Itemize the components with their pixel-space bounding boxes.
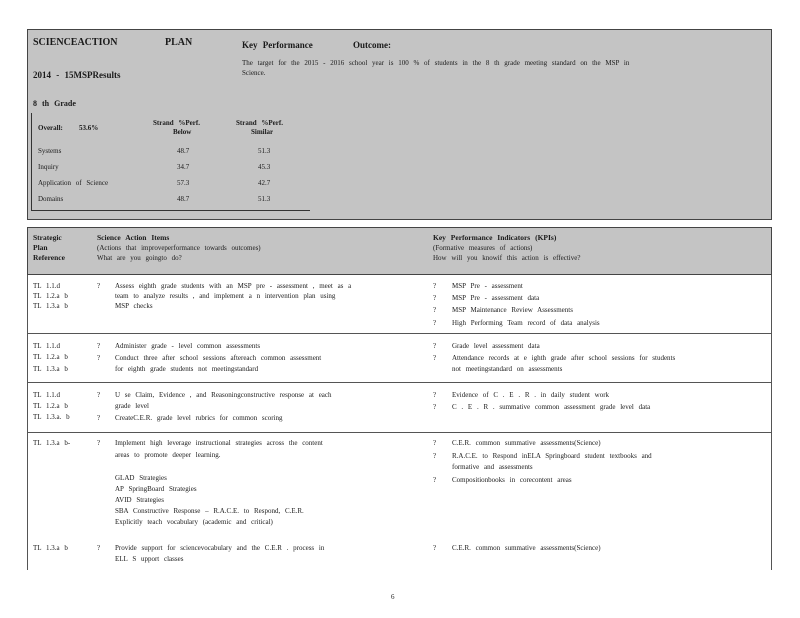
action-text: Implement high leverage instructional strategies across the content (115, 439, 323, 447)
kpi-text: Grade level assessment data (452, 342, 540, 350)
action-text: team to analyze results , and implement a n intervention plan using (115, 292, 336, 300)
strategy-item: AP SpringBoard Strategies (115, 485, 197, 493)
col-below: Below (173, 128, 192, 136)
overall-value: 53.6% (79, 124, 99, 132)
strand-name: Application of Science (38, 179, 109, 187)
grade-label: 8 th Grade (33, 99, 76, 108)
strand-below: 34.7 (177, 163, 190, 171)
action-text: Provide support for sciencevocabulary and the C.E.R . process in (115, 544, 325, 552)
bullet: ? (97, 544, 101, 552)
strategy-item: AVID Strategies (115, 496, 164, 504)
bullet: ? (433, 403, 437, 411)
strand-similar: 42.7 (258, 179, 271, 187)
bullet: ? (97, 439, 101, 447)
bullet: ? (433, 319, 437, 327)
kpo-outcome: Outcome: (353, 40, 391, 50)
strategy-item: SBA Constructive Response – R.A.C.E. to Respond, C.E.R. (115, 507, 304, 515)
ref: TL 1.2.a b (33, 353, 68, 361)
col-strand-below: Strand %Perf. (153, 119, 200, 127)
kpi-text: MSP Maintenance Review Assessments (452, 306, 573, 314)
ref: TL 1.3.a b (33, 302, 68, 310)
kpo-text-line2: Science. (242, 69, 266, 77)
ref: TL 1.3.a b- (33, 439, 71, 447)
action-text: U se Claim, Evidence , and Reasoningconstructive response at each (115, 391, 332, 399)
strand-similar: 51.3 (258, 195, 271, 203)
kpi-text: Attendance records at e ighth grade after school sessions for students (452, 354, 676, 362)
kpi-text: C . E . R . summative common assessment grade level data (452, 403, 651, 411)
ref: TL 1.1.d (33, 342, 61, 350)
col3-heading-l3: How will you knowif this action is effective? (433, 254, 581, 262)
kpi-text: C.E.R. common summative assessments(Science) (452, 544, 601, 552)
action-text: Assess eighth grade students with an MSP pre - assessment , meet as a (115, 282, 352, 290)
bullet: ? (433, 544, 437, 552)
action-text: MSP checks (115, 302, 153, 310)
strand-below: 48.7 (177, 147, 190, 155)
bullet: ? (433, 476, 437, 484)
action-text: Conduct three after school sessions aftereach common assessment (115, 354, 322, 362)
ref: TL 1.1.d (33, 391, 61, 399)
strand-name: Inquiry (38, 163, 59, 171)
strand-below: 57.3 (177, 179, 190, 187)
title-science-action: SCIENCEACTION (33, 37, 118, 48)
kpi-text: C.E.R. common summative assessments(Science) (452, 439, 601, 447)
table-left-border (27, 275, 28, 570)
bullet: ? (97, 342, 101, 350)
kpo-label: Key Performance (242, 40, 313, 50)
bullet: ? (97, 354, 101, 362)
ref: TL 1.3.a. b (33, 413, 70, 421)
ref: TL 1.2.a b (33, 292, 68, 300)
bullet: ? (97, 391, 101, 399)
col2-heading-l3: What are you goingto do? (97, 254, 182, 262)
ref: TL 1.3.a b (33, 544, 68, 552)
strand-similar: 45.3 (258, 163, 271, 171)
col3-heading-l1: Key Performance Indicators (KPIs) (433, 233, 557, 242)
strand-name: Systems (38, 147, 62, 155)
strand-similar: 51.3 (258, 147, 271, 155)
bullet: ? (433, 354, 437, 362)
bullet: ? (433, 439, 437, 447)
results-title: 2014 - 15MSPResults (33, 70, 121, 80)
col1-heading-l2: Plan (33, 243, 48, 252)
bullet: ? (433, 306, 437, 314)
bullet: ? (433, 452, 437, 460)
bullet: ? (97, 414, 101, 422)
col1-heading-l3: Reference (33, 253, 65, 262)
strand-below: 48.7 (177, 195, 190, 203)
bullet: ? (433, 294, 437, 302)
kpo-text-line1: The target for the 2015 - 2016 school year is 100 % of students in the 8 th grade meeting standard on the MSP in (242, 59, 630, 67)
action-text: grade level (115, 402, 149, 410)
bullet: ? (433, 342, 437, 350)
strand-name: Domains (38, 195, 64, 203)
row-divider (27, 382, 772, 383)
action-text: for eighth grade students not meetingstandard (115, 365, 259, 373)
col1-heading-l1: Strategic (33, 233, 62, 242)
ref: TL 1.3.a b (33, 365, 68, 373)
kpi-text: Compositionbooks in corecontent areas (452, 476, 572, 484)
col2-heading-l2: (Actions that improveperformance towards outcomes) (97, 244, 261, 252)
kpi-text: R.A.C.E. to Respond inELA Springboard student textbooks and (452, 452, 652, 460)
kpi-text: High Performing Team record of data analysis (452, 319, 600, 327)
table-right-border (771, 275, 772, 570)
kpi-text: MSP Pre - assessment (452, 282, 523, 290)
row-divider (27, 333, 772, 334)
kpi-text: MSP Pre - assessment data (452, 294, 540, 302)
kpi-text: formative and assessments (452, 463, 533, 471)
kpi-text: not meetingstandard on assessments (452, 365, 563, 373)
title-plan: PLAN (165, 37, 193, 48)
bullet: ? (433, 391, 437, 399)
overall-label: Overall: (38, 124, 63, 132)
action-text: ELL S upport classes (115, 555, 184, 563)
kpi-text: Evidence of C . E . R . in daily student work (452, 391, 610, 399)
strategy-item: GLAD Strategies (115, 474, 167, 482)
action-text: CreateC.E.R. grade level rubrics for common scoring (115, 414, 283, 422)
ref: TL 1.2.a b (33, 402, 68, 410)
page-number: 6 (391, 593, 395, 601)
row-divider (27, 432, 772, 433)
strategy-item: Explicitly teach vocabulary (academic and critical) (115, 518, 273, 526)
col-strand-similar: Strand %Perf. (236, 119, 283, 127)
action-text: Administer grade - level common assessments (115, 342, 261, 350)
col-similar: Similar (251, 128, 274, 136)
col2-heading-l1: Science Action Items (97, 233, 170, 242)
col3-heading-l2: (Formative measures of actions) (433, 244, 533, 252)
action-text: areas to promote deeper learning. (115, 451, 221, 459)
ref: TL 1.1.d (33, 282, 61, 290)
bullet: ? (433, 282, 437, 290)
bullet: ? (97, 282, 101, 290)
